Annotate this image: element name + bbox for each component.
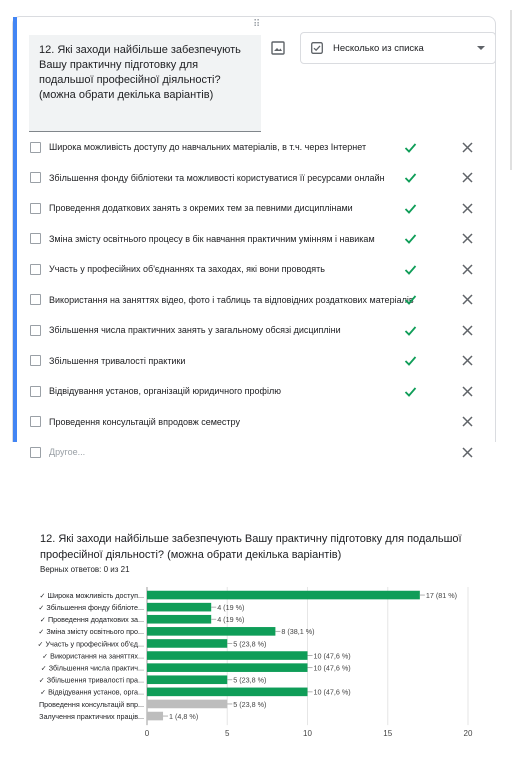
category-label: ✓ Відвідування установ, орга... xyxy=(40,687,144,697)
category-label: ✓ Широка можливість доступ... xyxy=(39,590,144,600)
remove-option-close-icon[interactable] xyxy=(462,203,473,214)
value-label: 10 (47,6 %) xyxy=(313,663,351,673)
x-tick-label: 20 xyxy=(463,729,473,739)
option-checkbox[interactable] xyxy=(30,325,41,336)
option-checkbox[interactable] xyxy=(30,416,41,427)
correct-answer-check-icon[interactable] xyxy=(404,202,417,215)
value-label: 4 (19 %) xyxy=(217,615,245,625)
remove-option-close-icon[interactable] xyxy=(462,447,473,458)
category-label: Проведення консультацій впр... xyxy=(39,699,144,709)
option-row xyxy=(13,407,497,437)
category-label: ✓ Збільшення числа практич... xyxy=(40,663,144,673)
option-checkbox[interactable] xyxy=(30,172,41,183)
bar xyxy=(147,663,308,672)
category-label: ✓ Використання на заняттях... xyxy=(42,651,144,661)
value-label: 4 (19 %) xyxy=(217,602,245,612)
option-row xyxy=(13,132,497,162)
option-checkbox[interactable] xyxy=(30,294,41,305)
option-label[interactable]: Збільшення тривалості практики xyxy=(49,355,186,366)
category-label: ✓ Проведення додаткових за... xyxy=(39,615,144,625)
question-title-field[interactable] xyxy=(29,35,261,132)
category-label: ✓ Участь у професійних об'єд... xyxy=(37,639,144,649)
option-label[interactable]: Збільшення числа практичних занять у загальному обсязі дисципліни xyxy=(49,325,341,335)
option-checkbox[interactable] xyxy=(30,142,41,153)
correct-answer-check-icon[interactable] xyxy=(404,171,417,184)
remove-option-close-icon[interactable] xyxy=(462,233,473,244)
category-label: ✓ Зміна змісту освітнього про... xyxy=(38,627,144,637)
option-row xyxy=(13,163,497,193)
remove-option-close-icon[interactable] xyxy=(462,172,473,183)
correct-answer-check-icon[interactable] xyxy=(404,263,417,276)
bar xyxy=(147,700,227,709)
correct-answer-check-icon[interactable] xyxy=(404,232,417,245)
x-tick-label: 15 xyxy=(383,729,393,739)
correct-answer-check-icon[interactable] xyxy=(404,354,417,367)
x-tick-label: 5 xyxy=(225,729,230,739)
summary-question-title: 12. Які заходи найбільше забезпечують Вашу практичну підготовку для подальшої професійної діяльності? (можна обрати декілька варіантів) xyxy=(40,533,462,561)
x-tick-label: 0 xyxy=(144,729,150,739)
question-title-text: 12. Які заходи найбільше забезпечують Вашу практичну підготовку для подальшої професійної діяльності? (можна обрати декілька варіантів) xyxy=(39,44,241,101)
correct-answer-check-icon[interactable] xyxy=(404,324,417,337)
option-row xyxy=(13,346,497,376)
option-row xyxy=(13,193,497,223)
correct-answer-check-icon[interactable] xyxy=(404,293,417,306)
option-label[interactable]: Зміна змісту освітнього процесу в бік навчання практичним умінням і навикам xyxy=(49,233,375,244)
remove-option-close-icon[interactable] xyxy=(462,325,473,336)
option-label[interactable]: Відвідування установ, організацій юридичного профілю xyxy=(49,386,281,396)
chevron-down-icon xyxy=(477,46,485,50)
bar xyxy=(147,651,308,660)
side-toolbar-edge xyxy=(510,10,512,170)
option-row xyxy=(13,224,497,254)
value-label: 10 (47,6 %) xyxy=(313,687,351,697)
x-tick-label: 10 xyxy=(303,729,312,739)
remove-option-close-icon[interactable] xyxy=(462,355,473,366)
option-label[interactable]: Другое... xyxy=(49,447,86,457)
option-label[interactable]: Проведення консультацій впродовж семестру xyxy=(49,416,240,427)
remove-option-close-icon[interactable] xyxy=(462,294,473,305)
checkbox-type-icon xyxy=(311,42,323,54)
value-label: 5 (23,8 %) xyxy=(233,675,267,685)
option-row xyxy=(13,315,497,345)
bar xyxy=(147,603,211,612)
option-label[interactable]: Проведення додаткових занять з окремих тем за певними дисциплінами xyxy=(49,203,353,213)
option-checkbox[interactable] xyxy=(30,447,41,458)
responses-bar-chart xyxy=(0,584,520,744)
option-label[interactable]: Використання на заняттях відео, фото і таблиць та відповідних роздаткових матеріалів xyxy=(49,294,414,305)
question-type-dropdown[interactable] xyxy=(300,32,496,64)
remove-option-close-icon[interactable] xyxy=(462,416,473,427)
option-row xyxy=(13,376,497,406)
option-row xyxy=(13,285,497,315)
option-label[interactable]: Участь у професійних об'єднаннях та заходах, які вони проводять xyxy=(49,264,325,274)
remove-option-close-icon[interactable] xyxy=(462,264,473,275)
correct-answer-check-icon[interactable] xyxy=(404,385,417,398)
bar xyxy=(147,688,308,697)
bar xyxy=(147,627,275,636)
category-label: ✓ Збільшення тривалості пра... xyxy=(38,675,144,685)
option-checkbox[interactable] xyxy=(30,203,41,214)
category-label: Залучення практичних праців... xyxy=(39,711,144,721)
option-label[interactable]: Широка можливість доступу до навчальних матеріалів, в т.ч. через Інтернет xyxy=(49,142,367,152)
option-row xyxy=(13,254,497,284)
option-checkbox[interactable] xyxy=(30,233,41,244)
category-label: ✓ Збільшення фонду бібліоте... xyxy=(38,602,144,612)
add-image-icon[interactable] xyxy=(271,41,285,55)
value-label: 1 (4,8 %) xyxy=(169,711,199,721)
bar xyxy=(147,615,211,624)
value-label: 17 (81 %) xyxy=(425,590,458,600)
value-label: 8 (38,1 %) xyxy=(281,627,315,637)
bar xyxy=(147,639,227,648)
option-checkbox[interactable] xyxy=(30,264,41,275)
option-row xyxy=(13,437,497,467)
drag-handle-icon[interactable]: ⠿ xyxy=(253,19,262,30)
value-label: 5 (23,8 %) xyxy=(233,699,267,709)
option-checkbox[interactable] xyxy=(30,355,41,366)
value-label: 10 (47,6 %) xyxy=(313,651,351,661)
correct-answer-check-icon[interactable] xyxy=(404,141,417,154)
bar xyxy=(147,591,420,600)
bar xyxy=(147,675,227,684)
question-type-label: Несколько из списка xyxy=(333,42,424,54)
option-checkbox[interactable] xyxy=(30,386,41,397)
question-editor-card xyxy=(12,16,496,457)
remove-option-close-icon[interactable] xyxy=(462,386,473,397)
correct-answers-count: Верных ответов: 0 из 21 xyxy=(40,565,130,574)
value-label: 5 (23,8 %) xyxy=(233,639,267,649)
option-label[interactable]: Збільшення фонду бібліотеки та можливості користуватися її ресурсами онлайн xyxy=(49,172,385,183)
bar xyxy=(147,712,163,721)
remove-option-close-icon[interactable] xyxy=(462,142,473,153)
